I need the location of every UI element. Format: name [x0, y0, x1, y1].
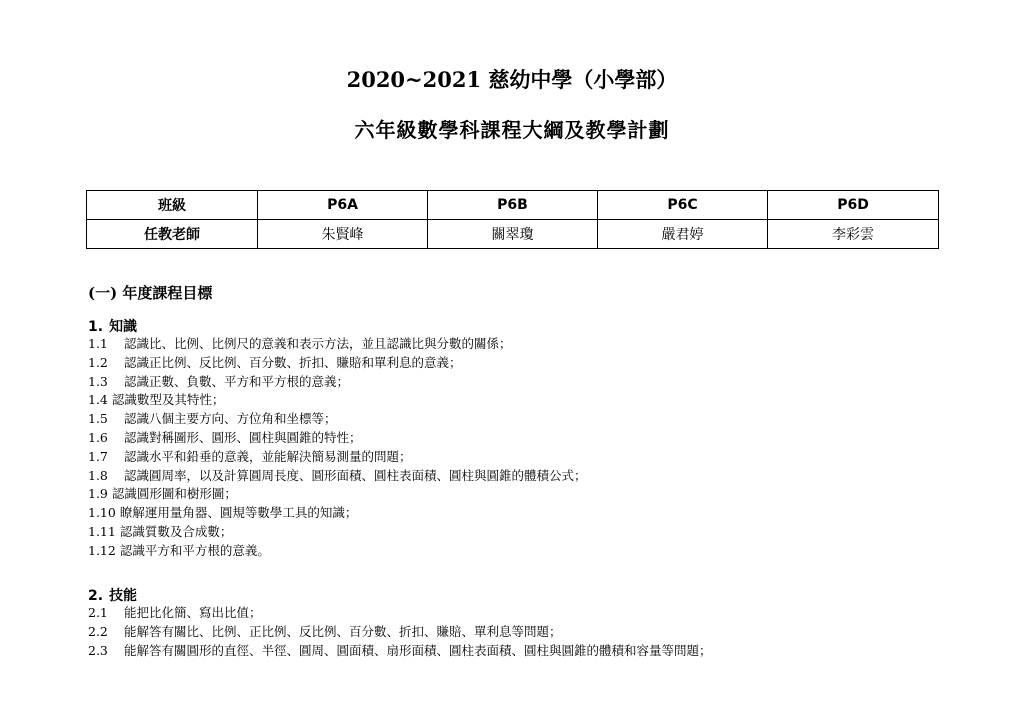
list-item	[88, 354, 587, 373]
item-text: 認識正數、負數、平方和平方根的意義；	[124, 373, 350, 389]
item-number: 1.5	[88, 411, 108, 427]
item-number: 1.3	[88, 373, 108, 389]
item-text: 認識對稱圖形、圓形、圓柱與圓錐的特性；	[124, 429, 362, 445]
teacher-cell: 李彩雲	[768, 220, 939, 249]
class-cell: P6B	[428, 191, 598, 220]
item-text: 認識比、比例、比例尺的意義和表示方法，並且認識比與分數的關係；	[124, 336, 512, 351]
item-number: 1.6	[88, 429, 108, 445]
teacher-cell: 關翠瓊	[428, 220, 598, 249]
class-cell: P6D	[768, 191, 939, 220]
list-item	[88, 429, 587, 448]
item-number: 1.10	[88, 505, 116, 521]
item-number: 2.3	[88, 642, 108, 658]
teacher-cell: 嚴君婷	[598, 220, 768, 249]
teacher-header-cell: 任教老師	[87, 220, 258, 249]
item-text: 認識圓周率，以及計算圓周長度、圓形面積、圓柱表面積、圓柱與圓錐的體積公式；	[124, 467, 587, 483]
item-number: 1.7	[88, 448, 108, 464]
item-text: 認識八個主要方向、方位角和坐標等；	[124, 411, 337, 427]
item-text: 能解答有關比、比例、正比例、反比例、百分數、折扣、賺賠、單利息等問題；	[124, 623, 562, 639]
item-number: 2.1	[88, 605, 108, 620]
item-number: 1.11	[88, 523, 116, 539]
list-item	[88, 410, 587, 429]
class-teacher-table	[86, 190, 939, 249]
item-number: 1.2	[88, 354, 108, 370]
list-item	[88, 642, 712, 661]
item-text: 認識水平和鉛垂的意義，並能解決簡易測量的問題；	[124, 448, 412, 464]
item-number: 1.4	[88, 392, 108, 408]
skills-heading	[88, 585, 137, 605]
knowledge-heading-number: 1.	[88, 319, 104, 335]
item-text: 能把比化簡、寫出比值；	[124, 605, 262, 620]
list-item	[88, 542, 587, 561]
list-item	[88, 485, 587, 504]
class-cell: P6A	[258, 191, 428, 220]
table-row	[87, 191, 939, 220]
list-item	[88, 335, 587, 354]
document-subtitle: 六年級數學科課程大綱及教學計劃	[354, 118, 670, 142]
list-item	[88, 448, 587, 467]
knowledge-heading	[88, 316, 137, 336]
list-item	[88, 391, 587, 410]
item-number: 1.1	[88, 336, 108, 351]
item-number: 1.12	[88, 542, 116, 558]
list-item	[88, 504, 587, 523]
item-number: 1.9	[88, 486, 108, 502]
skills-heading-label: 技能	[109, 588, 138, 604]
class-header-cell: 班級	[87, 191, 258, 220]
skills-heading-number: 2.	[88, 588, 104, 604]
table-row	[87, 220, 939, 249]
knowledge-heading-label: 知識	[109, 319, 138, 335]
item-text: 認識圓形圖和樹形圖；	[111, 486, 237, 502]
list-item	[88, 604, 712, 623]
list-item	[88, 523, 587, 542]
class-cell: P6C	[598, 191, 768, 220]
item-number: 1.8	[88, 467, 108, 483]
section-title: (一) 年度課程目標	[88, 284, 213, 302]
item-text: 認識質數及合成數；	[119, 523, 233, 539]
document-title: 2020~2021 慈幼中學（小學部）	[346, 67, 678, 92]
item-number: 2.2	[88, 623, 108, 639]
teacher-cell: 朱賢峰	[258, 220, 428, 249]
item-text: 能解答有關圓形的直徑、半徑、圓周、圓面積、扇形面積、圓柱表面積、圓柱與圓錐的體積和容量等問題；	[124, 642, 712, 658]
item-text: 認識數型及其特性；	[111, 392, 225, 408]
skills-list	[88, 604, 712, 660]
list-item	[88, 373, 587, 392]
item-text: 瞭解運用量角器、圓規等數學工具的知識；	[119, 505, 358, 521]
item-text: 認識平方和平方根的意義。	[119, 542, 270, 558]
list-item	[88, 623, 712, 642]
knowledge-list	[88, 335, 587, 561]
item-text: 認識正比例、反比例、百分數、折扣、賺賠和單利息的意義；	[124, 354, 462, 370]
list-item	[88, 467, 587, 486]
